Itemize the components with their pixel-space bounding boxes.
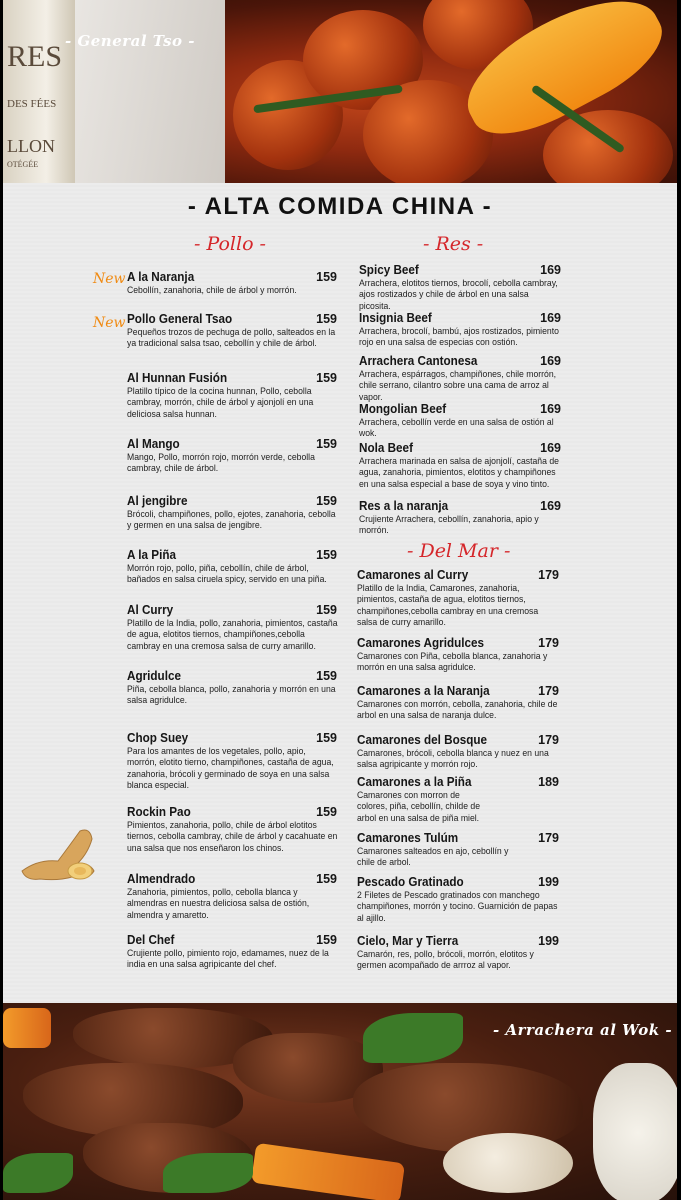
plate	[75, 0, 225, 183]
item-name: Camarones al Curry	[357, 567, 469, 582]
menu-item	[357, 830, 559, 869]
pollo-heading: - Pollo -	[194, 233, 266, 255]
item-description: Crujiente Arrachera, cebollín, zanahoria, apio y morrón.	[359, 514, 539, 536]
menu-item	[359, 353, 561, 403]
item-price: 159	[316, 731, 337, 745]
item-name: Arrachera Cantonesa	[359, 353, 478, 368]
menu-item	[359, 498, 561, 537]
item-name: Camarones a la Piña	[357, 774, 472, 789]
item-name: Res a la naranja	[359, 498, 449, 513]
item-price: 159	[316, 805, 337, 819]
wine-bottle	[3, 0, 75, 183]
menu-item	[357, 874, 559, 924]
item-description: Platillo típico de la cocina hunnan, Pollo, cebolla cambray, morrón, chile de árbol y ajonjolí en una deliciosa salsa hunnan.	[127, 386, 314, 419]
menu-item	[127, 547, 337, 586]
item-price: 189	[538, 775, 559, 789]
item-price: 179	[538, 684, 559, 698]
menu-item	[359, 401, 561, 440]
item-description: Camarones, brócoli, cebolla blanca y nuez en una salsa agripicante y morrón rojo.	[357, 748, 549, 770]
menu-item	[127, 493, 337, 532]
item-price: 159	[316, 270, 337, 284]
item-description: Platillo de la India, Camarones, zanahoria, pimientos, castaña de agua, elotitos tiernos, champiñones,cebolla cambray en una cremosa salsa de curry amarillo.	[357, 583, 539, 628]
arrachera-photo	[3, 1003, 677, 1200]
item-description: Mango, Pollo, morrón rojo, morrón verde, cebolla cambray, chile de árbol.	[127, 452, 315, 474]
item-description: Arrachera marinada en salsa de ajonjolí, castaña de agua, zanahoria, pimientos, elotitos y champiñones en una salsa especial a base de soya y vino tinto.	[359, 456, 559, 489]
item-price: 169	[540, 354, 561, 368]
rice	[593, 1063, 677, 1200]
item-price: 169	[540, 441, 561, 455]
general-tso-photo	[3, 0, 677, 183]
item-price: 159	[316, 669, 337, 683]
item-price: 159	[316, 437, 337, 451]
mar-heading: - Del Mar -	[407, 540, 511, 562]
menu-item	[127, 602, 337, 652]
item-name: Camarones Tulúm	[357, 830, 459, 845]
item-description: Para los amantes de los vegetales, pollo, apio, morrón, elotito tierno, champiñones, castaña de agua, zanahoria, brócoli y germinado de soya en una salsa blanca especial.	[127, 746, 334, 791]
item-description: Piña, cebolla blanca, pollo, zanahoria y morrón en una salsa agridulce.	[127, 684, 336, 706]
menu-item	[357, 683, 559, 722]
item-name: Al Curry	[127, 602, 174, 617]
menu-item	[127, 370, 337, 420]
item-price: 179	[538, 831, 559, 845]
bottle-label-3: LLON	[7, 136, 55, 156]
menu-item	[127, 311, 337, 350]
menu-item	[359, 262, 561, 312]
item-name: Agridulce	[127, 668, 181, 683]
menu-page	[3, 0, 677, 1200]
item-price: 159	[316, 933, 337, 947]
item-name: Chop Suey	[127, 730, 189, 745]
item-name: A la Naranja	[127, 269, 195, 284]
item-description: Cebollín, zanahoria, chile de árbol y morrón.	[127, 285, 297, 295]
photo-caption-bottom: - Arrachera al Wok -	[493, 1021, 673, 1039]
item-price: 159	[316, 312, 337, 326]
item-name: Camarones del Bosque	[357, 732, 488, 747]
item-description: Zanahoria, pimientos, pollo, cebolla blanca y almendras en nuestra deliciosa salsa de ostión, almendra y amaretto.	[127, 887, 310, 920]
item-description: Arrachera, espárragos, champiñones, chile morrón, chile serrano, cilantro sobre una cama de arroz al vapor.	[359, 369, 557, 402]
res-heading: - Res -	[423, 233, 484, 255]
menu-item	[357, 567, 559, 629]
herbs	[163, 1153, 253, 1193]
menu-item	[127, 871, 337, 921]
item-name: Del Chef	[127, 932, 175, 947]
item-name: Mongolian Beef	[359, 401, 447, 416]
menu-item	[127, 730, 337, 792]
herbs	[363, 1013, 463, 1063]
photo-caption-top: - General Tso -	[65, 32, 195, 50]
item-price: 199	[538, 934, 559, 948]
chicken-piece	[543, 110, 673, 183]
item-name: Nola Beef	[359, 440, 413, 455]
item-price: 159	[316, 548, 337, 562]
item-description: Platillo de la India, pollo, zanahoria, pimientos, castaña de agua, elotitos tiernos, champiñones,cebolla cambray en una cremosa salsa de curry amarillo.	[127, 618, 338, 651]
item-description: 2 Filetes de Pescado gratinados con manchego champiñones, morrón y tocino. Guarnición de papas al ajillo.	[357, 890, 558, 923]
item-price: 169	[540, 499, 561, 513]
item-description: Brócoli, champiñones, pollo, ejotes, zanahoria, cebolla y germen en una salsa de jengibre.	[127, 509, 336, 531]
item-name: Rockin Pao	[127, 804, 191, 819]
item-price: 159	[316, 603, 337, 617]
carrot	[3, 1008, 51, 1048]
item-price: 159	[316, 872, 337, 886]
menu-item	[127, 932, 337, 971]
menu-item	[127, 269, 337, 296]
onion	[443, 1133, 573, 1193]
item-name: Al Hunnan Fusión	[127, 370, 228, 385]
item-price: 169	[540, 402, 561, 416]
menu-item	[127, 668, 337, 707]
bottle-label-1: RES	[7, 40, 63, 73]
menu-item	[357, 933, 559, 972]
item-name: Al jengibre	[127, 493, 188, 508]
bottle-label-4: OTÉGÉE	[7, 160, 39, 169]
item-description: Camarones salteados en ajo, cebollín y chile de arbol.	[357, 846, 509, 868]
menu-item	[127, 804, 337, 854]
menu-item	[357, 732, 559, 771]
item-name: Almendrado	[127, 871, 196, 886]
herbs	[3, 1153, 73, 1193]
menu-item	[127, 436, 337, 475]
carrot	[251, 1143, 405, 1200]
menu-section	[3, 183, 677, 1003]
new-badge: New	[93, 271, 126, 287]
menu-item	[357, 635, 559, 674]
item-description: Camarones con morrón, cebolla, zanahoria, chile de arbol en una salsa de naranja dulce.	[357, 699, 558, 721]
menu-item	[359, 310, 561, 349]
item-price: 179	[538, 568, 559, 582]
item-price: 179	[538, 636, 559, 650]
item-price: 159	[316, 371, 337, 385]
item-name: Spicy Beef	[359, 262, 419, 277]
item-name: Cielo, Mar y Tierra	[357, 933, 459, 948]
item-price: 179	[538, 733, 559, 747]
item-price: 159	[316, 494, 337, 508]
ginger-illustration	[18, 823, 98, 883]
item-name: Pollo General Tsao	[127, 311, 233, 326]
new-badge: New	[93, 315, 126, 331]
item-description: Pimientos, zanahoria, pollo, chile de árbol elotitos tiernos, cebolla cambray, chile de árbol y cacahuate en una salsa que nos enseñaron los chinos.	[127, 820, 338, 853]
item-description: Arrachera, elotitos tiernos, brocolí, cebolla cambray, ajos rostizados y chile de árbol en una salsa picosita.	[359, 278, 558, 311]
item-description: Camarones con morron de colores, piña, cebollín, childe de arbol en una salsa de piña miel.	[357, 790, 481, 823]
item-description: Pequeños trozos de pechuga de pollo, salteados en la ya tradicional salsa tsao, cebollín y chile de árbol.	[127, 327, 336, 349]
item-description: Morrón rojo, pollo, piña, cebollín, chile de árbol, bañados en salsa ciruela spicy, servido en una piña.	[127, 563, 327, 585]
item-price: 169	[540, 263, 561, 277]
bottle-label-2: DES FÉES	[7, 98, 57, 110]
item-description: Camarones con Piña, cebolla blanca, zanahoria y morrón en una salsa agridulce.	[357, 651, 548, 673]
item-description: Camarón, res, pollo, brócoli, morrón, elotitos y germen acompañado de arrroz al vapor.	[357, 949, 534, 971]
item-price: 199	[538, 875, 559, 889]
item-name: Camarones a la Naranja	[357, 683, 490, 698]
menu-item	[357, 774, 559, 824]
item-name: Pescado Gratinado	[357, 874, 464, 889]
item-name: Insignia Beef	[359, 310, 432, 325]
menu-item	[359, 440, 561, 490]
item-price: 169	[540, 311, 561, 325]
item-description: Crujiente pollo, pimiento rojo, edamames, nuez de la india en una salsa agripicante del chef.	[127, 948, 329, 970]
item-name: Camarones Agridulces	[357, 635, 485, 650]
item-description: Arrachera, cebollín verde en una salsa de ostión al wok.	[359, 417, 554, 439]
item-description: Arrachera, brocolí, bambú, ajos rostizados, pimiento rojo en una salsa de especias con ostión.	[359, 326, 559, 348]
item-name: A la Piña	[127, 547, 176, 562]
item-name: Al Mango	[127, 436, 180, 451]
page-title: - ALTA COMIDA CHINA -	[187, 193, 493, 220]
